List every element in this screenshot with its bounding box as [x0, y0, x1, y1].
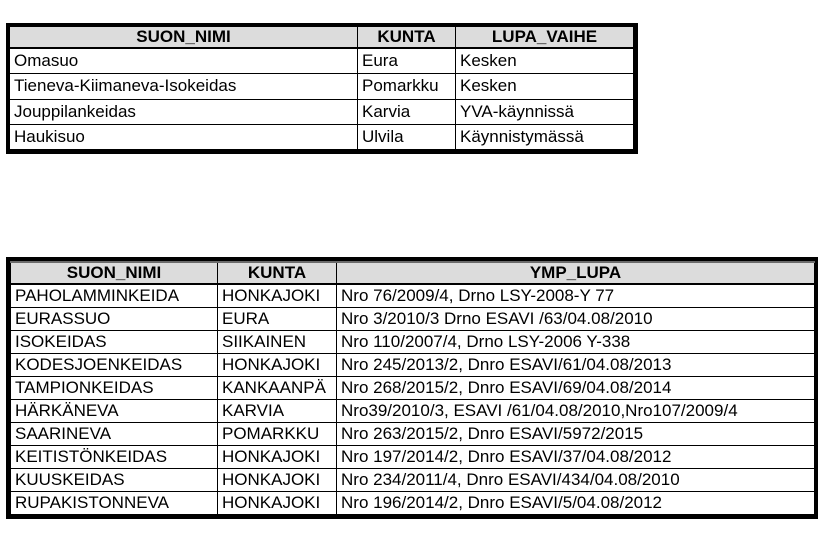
- cell-kunta: Karvia: [358, 99, 456, 124]
- cell-ymp-lupa: Nro39/2010/3, ESAVI /61/04.08/2010,Nro107/2009/4: [337, 399, 815, 422]
- table-row: [11, 399, 815, 422]
- table-row: [11, 491, 815, 514]
- table-row: [11, 284, 815, 308]
- column-header-kunta: KUNTA: [358, 27, 456, 49]
- cell-suon-nimi: PAHOLAMMINKEIDA: [11, 284, 218, 308]
- cell-kunta: HONKAJOKI: [218, 491, 337, 514]
- cell-kunta: Ulvila: [358, 124, 456, 149]
- cell-lupa-vaihe: YVA-käynnissä: [456, 99, 634, 124]
- column-header-suon-nimi: SUON_NIMI: [10, 27, 358, 49]
- cell-kunta: POMARKKU: [218, 422, 337, 445]
- table-row: [11, 308, 815, 331]
- table-row: [11, 331, 815, 354]
- table-row: [10, 124, 634, 149]
- cell-kunta: HONKAJOKI: [218, 353, 337, 376]
- cell-kunta: EURA: [218, 308, 337, 331]
- cell-kunta: KARVIA: [218, 399, 337, 422]
- cell-suon-nimi: Omasuo: [10, 48, 358, 74]
- cell-ymp-lupa: Nro 3/2010/3 Drno ESAVI /63/04.08/2010: [337, 308, 815, 331]
- cell-suon-nimi: SAARINEVA: [11, 422, 218, 445]
- cell-ymp-lupa: Nro 196/2014/2, Dnro ESAVI/5/04.08/2012: [337, 491, 815, 514]
- permit-status-table: [6, 23, 638, 154]
- cell-ymp-lupa: Nro 76/2009/4, Drno LSY-2008-Y 77: [337, 284, 815, 308]
- cell-kunta: Pomarkku: [358, 74, 456, 99]
- cell-ymp-lupa: Nro 197/2014/2, Dnro ESAVI/37/04.08/2012: [337, 445, 815, 468]
- cell-suon-nimi: ISOKEIDAS: [11, 331, 218, 354]
- cell-suon-nimi: Jouppilankeidas: [10, 99, 358, 124]
- table-row: [10, 74, 634, 99]
- cell-suon-nimi: KUUSKEIDAS: [11, 468, 218, 491]
- cell-kunta: HONKAJOKI: [218, 284, 337, 308]
- cell-suon-nimi: RUPAKISTONNEVA: [11, 491, 218, 514]
- cell-suon-nimi: Haukisuo: [10, 124, 358, 149]
- column-header-kunta: KUNTA: [218, 262, 337, 284]
- cell-kunta: KANKAANPÄ: [218, 376, 337, 399]
- cell-suon-nimi: HÄRKÄNEVA: [11, 399, 218, 422]
- cell-ymp-lupa: Nro 268/2015/2, Dnro ESAVI/69/04.08/2014: [337, 376, 815, 399]
- table-row: [11, 353, 815, 376]
- cell-suon-nimi: Tieneva-Kiimaneva-Isokeidas: [10, 74, 358, 99]
- cell-kunta: Eura: [358, 48, 456, 74]
- cell-kunta: HONKAJOKI: [218, 468, 337, 491]
- table-row: [10, 48, 634, 74]
- cell-ymp-lupa: Nro 245/2013/2, Dnro ESAVI/61/04.08/2013: [337, 353, 815, 376]
- table-row: [10, 99, 634, 124]
- cell-suon-nimi: TAMPIONKEIDAS: [11, 376, 218, 399]
- table-row: [11, 445, 815, 468]
- cell-ymp-lupa: Nro 110/2007/4, Drno LSY-2006 Y-338: [337, 331, 815, 354]
- environmental-permit-table: [6, 257, 818, 519]
- cell-suon-nimi: KODESJOENKEIDAS: [11, 353, 218, 376]
- cell-ymp-lupa: Nro 234/2011/4, Dnro ESAVI/434/04.08/2010: [337, 468, 815, 491]
- cell-ymp-lupa: Nro 263/2015/2, Dnro ESAVI/5972/2015: [337, 422, 815, 445]
- cell-lupa-vaihe: Kesken: [456, 48, 634, 74]
- cell-suon-nimi: KEITISTÖNKEIDAS: [11, 445, 218, 468]
- table-row: [11, 468, 815, 491]
- cell-kunta: HONKAJOKI: [218, 445, 337, 468]
- column-header-lupa-vaihe: LUPA_VAIHE: [456, 27, 634, 49]
- cell-suon-nimi: EURASSUO: [11, 308, 218, 331]
- table-header-row: [11, 262, 815, 284]
- table-row: [11, 422, 815, 445]
- column-header-suon-nimi: SUON_NIMI: [11, 262, 218, 284]
- column-header-ymp-lupa: YMP_LUPA: [337, 262, 815, 284]
- cell-kunta: SIIKAINEN: [218, 331, 337, 354]
- table-row: [11, 376, 815, 399]
- cell-lupa-vaihe: Käynnistymässä: [456, 124, 634, 149]
- table-header-row: [10, 27, 634, 49]
- cell-lupa-vaihe: Kesken: [456, 74, 634, 99]
